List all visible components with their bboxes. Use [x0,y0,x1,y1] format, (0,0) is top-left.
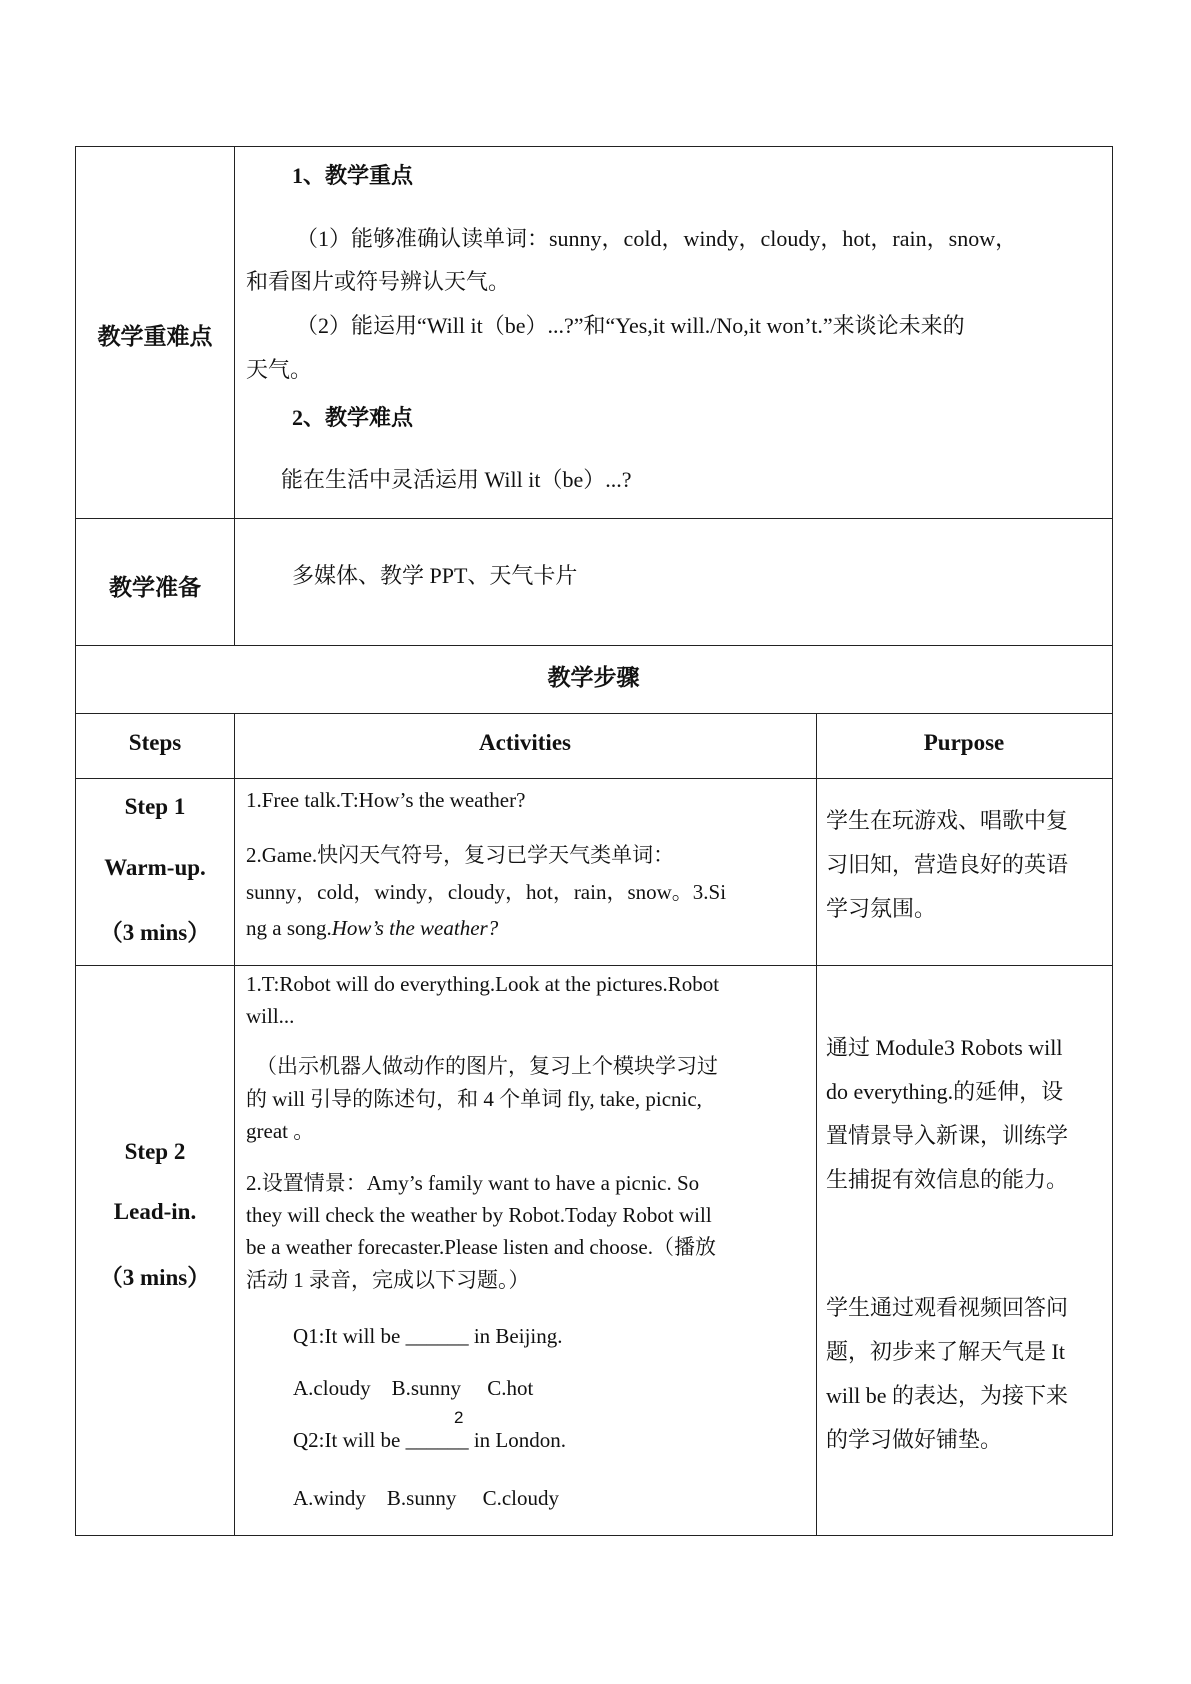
step1-activity-3 [246,913,498,943]
key-points-paragraph-2: （2）能运用“Will it（be）...?”和“Yes,it will./No,it won’t.”来谈论未来的 [296,313,965,338]
step2-purpose-2: 的学习做好铺垫。 [826,1427,1003,1452]
step2-purpose-1: 通过 Module3 Robots will [826,1035,1063,1060]
step1-purpose: 习旧知，营造良好的英语 [826,852,1069,877]
step1-activity-2: 2.Game.快闪天气符号，复习已学天气类单词： [246,843,675,867]
step2-question-1: Q1:It will be ______ in Beijing. [293,1324,563,1348]
table-border-right [1112,146,1113,1536]
step2-activity-note: great 。 [246,1119,315,1143]
step2-time: （3 mins） [99,1265,211,1290]
step2-activity-2: be a weather forecaster.Please listen and choose.（播放 [246,1235,716,1259]
step2-purpose-1: 生捕捉有效信息的能力。 [826,1167,1069,1192]
step2-activity-2: they will check the weather by Robot.Today Robot will [246,1203,712,1227]
step1-purpose: 学生在玩游戏、唱歌中复 [826,808,1069,833]
column-header-purpose: Purpose [923,730,1005,755]
step1-activity-1: 1.Free talk.T:How’s the weather? [246,788,526,812]
column-header-steps: Steps [128,730,182,755]
table-row-divider [75,645,1112,646]
step2-stage: Lead-in. [113,1199,197,1224]
step2-question-2: Q2:It will be ______ in London. [293,1428,566,1452]
step1-song-title: How’s the weather? [331,916,499,940]
step2-activity-1: will... [246,1004,295,1028]
step2-activity-2: 活动 1 录音，完成以下习题。） [246,1268,530,1292]
step2-activity-2: 2.设置情景：Amy’s family want to have a picnic. So [246,1171,700,1195]
step2-purpose-1: 置情景导入新课，训练学 [826,1123,1069,1148]
step2-purpose-1: do everything.的延伸，设 [826,1079,1064,1104]
step1-activity-2: sunny，cold，windy，cloudy，hot，rain，snow。3.Si [246,880,727,904]
table-col-divider [234,713,235,1536]
table-border-bottom [75,1535,1112,1536]
step2-purpose-2: 题，初步来了解天气是 It [826,1339,1065,1364]
step1-purpose: 学习氛围。 [826,896,937,921]
step1-stage: Warm-up. [104,855,206,880]
key-points-label: 教学重难点 [97,324,213,349]
key-points-paragraph-1: 和看图片或符号辨认天气。 [246,269,511,294]
key-points-paragraph-2: 天气。 [246,357,313,382]
table-border-left [75,146,76,1536]
table-row-divider [75,778,1112,779]
table-border-top [75,146,1112,147]
key-points-heading: 1、教学重点 [292,163,414,188]
step2-question-1-options: A.cloudy B.sunny C.hot [293,1376,534,1400]
column-header-activities: Activities [479,730,571,755]
key-points-paragraph-1: （1）能够准确认读单词：sunny，cold，windy，cloudy，hot，rain，snow， [296,226,1018,251]
difficulty-heading: 2、教学难点 [292,405,414,430]
step2-purpose-2: will be 的表达，为接下来 [826,1383,1068,1408]
preparation-text: 多媒体、教学 PPT、天气卡片 [292,563,578,588]
table-row-divider [75,713,1112,714]
step1-song-prefix: ng a song. [246,916,332,940]
step2-activity-note: （出示机器人做动作的图片，复习上个模块学习过 [256,1054,718,1078]
step2-purpose-2: 学生通过观看视频回答问 [826,1295,1069,1320]
table-row-divider [75,965,1112,966]
step1-name: Step 1 [124,794,186,819]
step2-question-2-options: A.windy B.sunny C.cloudy [293,1486,560,1510]
table-row-divider [75,518,1112,519]
steps-title: 教学步骤 [547,665,640,690]
step1-time: （3 mins） [99,920,211,945]
page-number: 2 [454,1408,464,1427]
step2-activity-1: 1.T:Robot will do everything.Look at the pictures.Robot [246,972,720,996]
difficulty-paragraph: 能在生活中灵活运用 Will it（be）...? [281,467,632,492]
preparation-label: 教学准备 [109,575,201,600]
table-col-divider [816,713,817,1536]
step2-name: Step 2 [124,1139,186,1164]
step2-activity-note: 的 will 引导的陈述句，和 4 个单词 fly, take, picnic, [246,1087,702,1111]
